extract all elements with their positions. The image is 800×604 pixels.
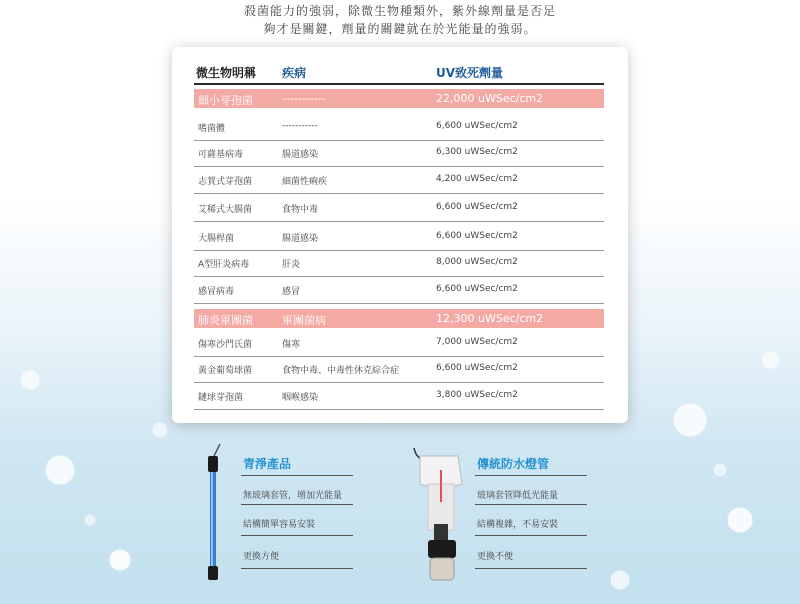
product-2-divider	[475, 568, 587, 569]
cell-name: 可薩基病毒	[198, 150, 244, 160]
cell-dose: 6,600 uWSec/cm2	[436, 363, 518, 373]
table-row	[194, 250, 604, 277]
product-2-title: 傳統防水燈管	[477, 457, 550, 471]
product-2-feature: 更換不便	[477, 552, 514, 562]
cell-dose: 12,300 uWSec/cm2	[436, 312, 544, 325]
cell-disease: -----------	[282, 92, 326, 105]
cell-dose: 22,000 uWSec/cm2	[436, 92, 544, 105]
product-2-feature: 結構複雜，不易安裝	[477, 520, 559, 530]
cell-dose: 7,000 uWSec/cm2	[436, 337, 518, 347]
table-row	[194, 330, 604, 357]
cell-name: 細小芽孢菌	[198, 94, 253, 107]
cell-dose: 6,300 uWSec/cm2	[436, 147, 518, 157]
cell-dose: 6,600 uWSec/cm2	[436, 284, 518, 294]
table-row	[194, 383, 604, 410]
cell-name: A型肝炎病毒	[198, 260, 250, 270]
table-row	[194, 224, 604, 251]
uv-dose-table-card	[172, 47, 628, 423]
product-1-feature: 無玻璃套管，增加光能量	[243, 491, 343, 501]
cell-dose: 3,800 uWSec/cm2	[436, 390, 518, 400]
cell-name: 志賀式芽孢菌	[198, 177, 253, 187]
cell-disease: 傷寒	[282, 340, 301, 350]
cell-disease: -----------	[282, 121, 318, 131]
cell-name: 黃金葡萄球菌	[198, 366, 253, 376]
header-divider	[194, 83, 604, 85]
cell-disease: 腸道感染	[282, 234, 319, 244]
cell-dose: 6,600 uWSec/cm2	[436, 231, 518, 241]
intro-line-2: 夠才是關鍵，劑量的關鍵就在於光能量的強弱。	[263, 22, 537, 36]
cell-dose: 6,600 uWSec/cm2	[436, 202, 518, 212]
product-2-feature: 玻璃套管降低光能量	[477, 491, 559, 501]
product-2-divider	[475, 504, 587, 505]
header-uv-dose: UV致死劑量	[436, 66, 504, 80]
uv-tube-lamp-icon	[196, 442, 230, 582]
product-1-divider	[241, 475, 353, 476]
table-row	[194, 195, 604, 222]
cell-disease: 軍團菌病	[282, 314, 326, 327]
cell-name: 肺炎軍團菌	[198, 314, 253, 327]
intro-line-1: 殺菌能力的強弱，除微生物種類外，紫外線劑量是否足	[243, 4, 556, 18]
product-1-title: 青淨產品	[243, 457, 292, 471]
cell-name: 感冒病毒	[198, 287, 235, 297]
product-1-feature: 更換方便	[243, 552, 280, 562]
table-row	[194, 140, 604, 167]
cell-name: 艾稀式大腸菌	[198, 205, 253, 215]
header-microorganism: 微生物明稱	[196, 66, 257, 80]
cell-disease: 食物中毒、中毒性休克綜合症	[282, 366, 400, 376]
cell-disease: 感冒	[282, 287, 301, 297]
cell-dose: 8,000 uWSec/cm2	[436, 257, 518, 267]
cell-disease: 腸道感染	[282, 150, 319, 160]
table-row	[194, 114, 604, 141]
cell-disease: 咽喉感染	[282, 393, 319, 403]
product-2-divider	[475, 475, 587, 476]
table-row	[194, 277, 604, 304]
waterproof-lamp-icon	[410, 444, 472, 584]
product-2-divider	[475, 535, 587, 536]
product-1-feature: 結構簡單容易安裝	[243, 520, 316, 530]
table-row	[194, 309, 604, 328]
cell-name: 嗜菌體	[198, 124, 226, 134]
cell-dose: 6,600 uWSec/cm2	[436, 121, 518, 131]
product-1-divider	[241, 504, 353, 505]
header-disease: 疾病	[282, 66, 307, 80]
cell-disease: 肝炎	[282, 260, 301, 270]
table-row	[194, 167, 604, 194]
product-1-divider	[241, 535, 353, 536]
product-1-divider	[241, 568, 353, 569]
cell-disease: 細菌性痢疾	[282, 177, 328, 187]
cell-name: 傷寒沙門氏菌	[198, 340, 253, 350]
table-row	[194, 89, 604, 108]
cell-disease: 食物中毒	[282, 205, 319, 215]
cell-name: 鏈球芽孢菌	[198, 393, 244, 403]
cell-name: 大腸桿菌	[198, 234, 235, 244]
cell-dose: 4,200 uWSec/cm2	[436, 174, 518, 184]
table-row	[194, 356, 604, 383]
